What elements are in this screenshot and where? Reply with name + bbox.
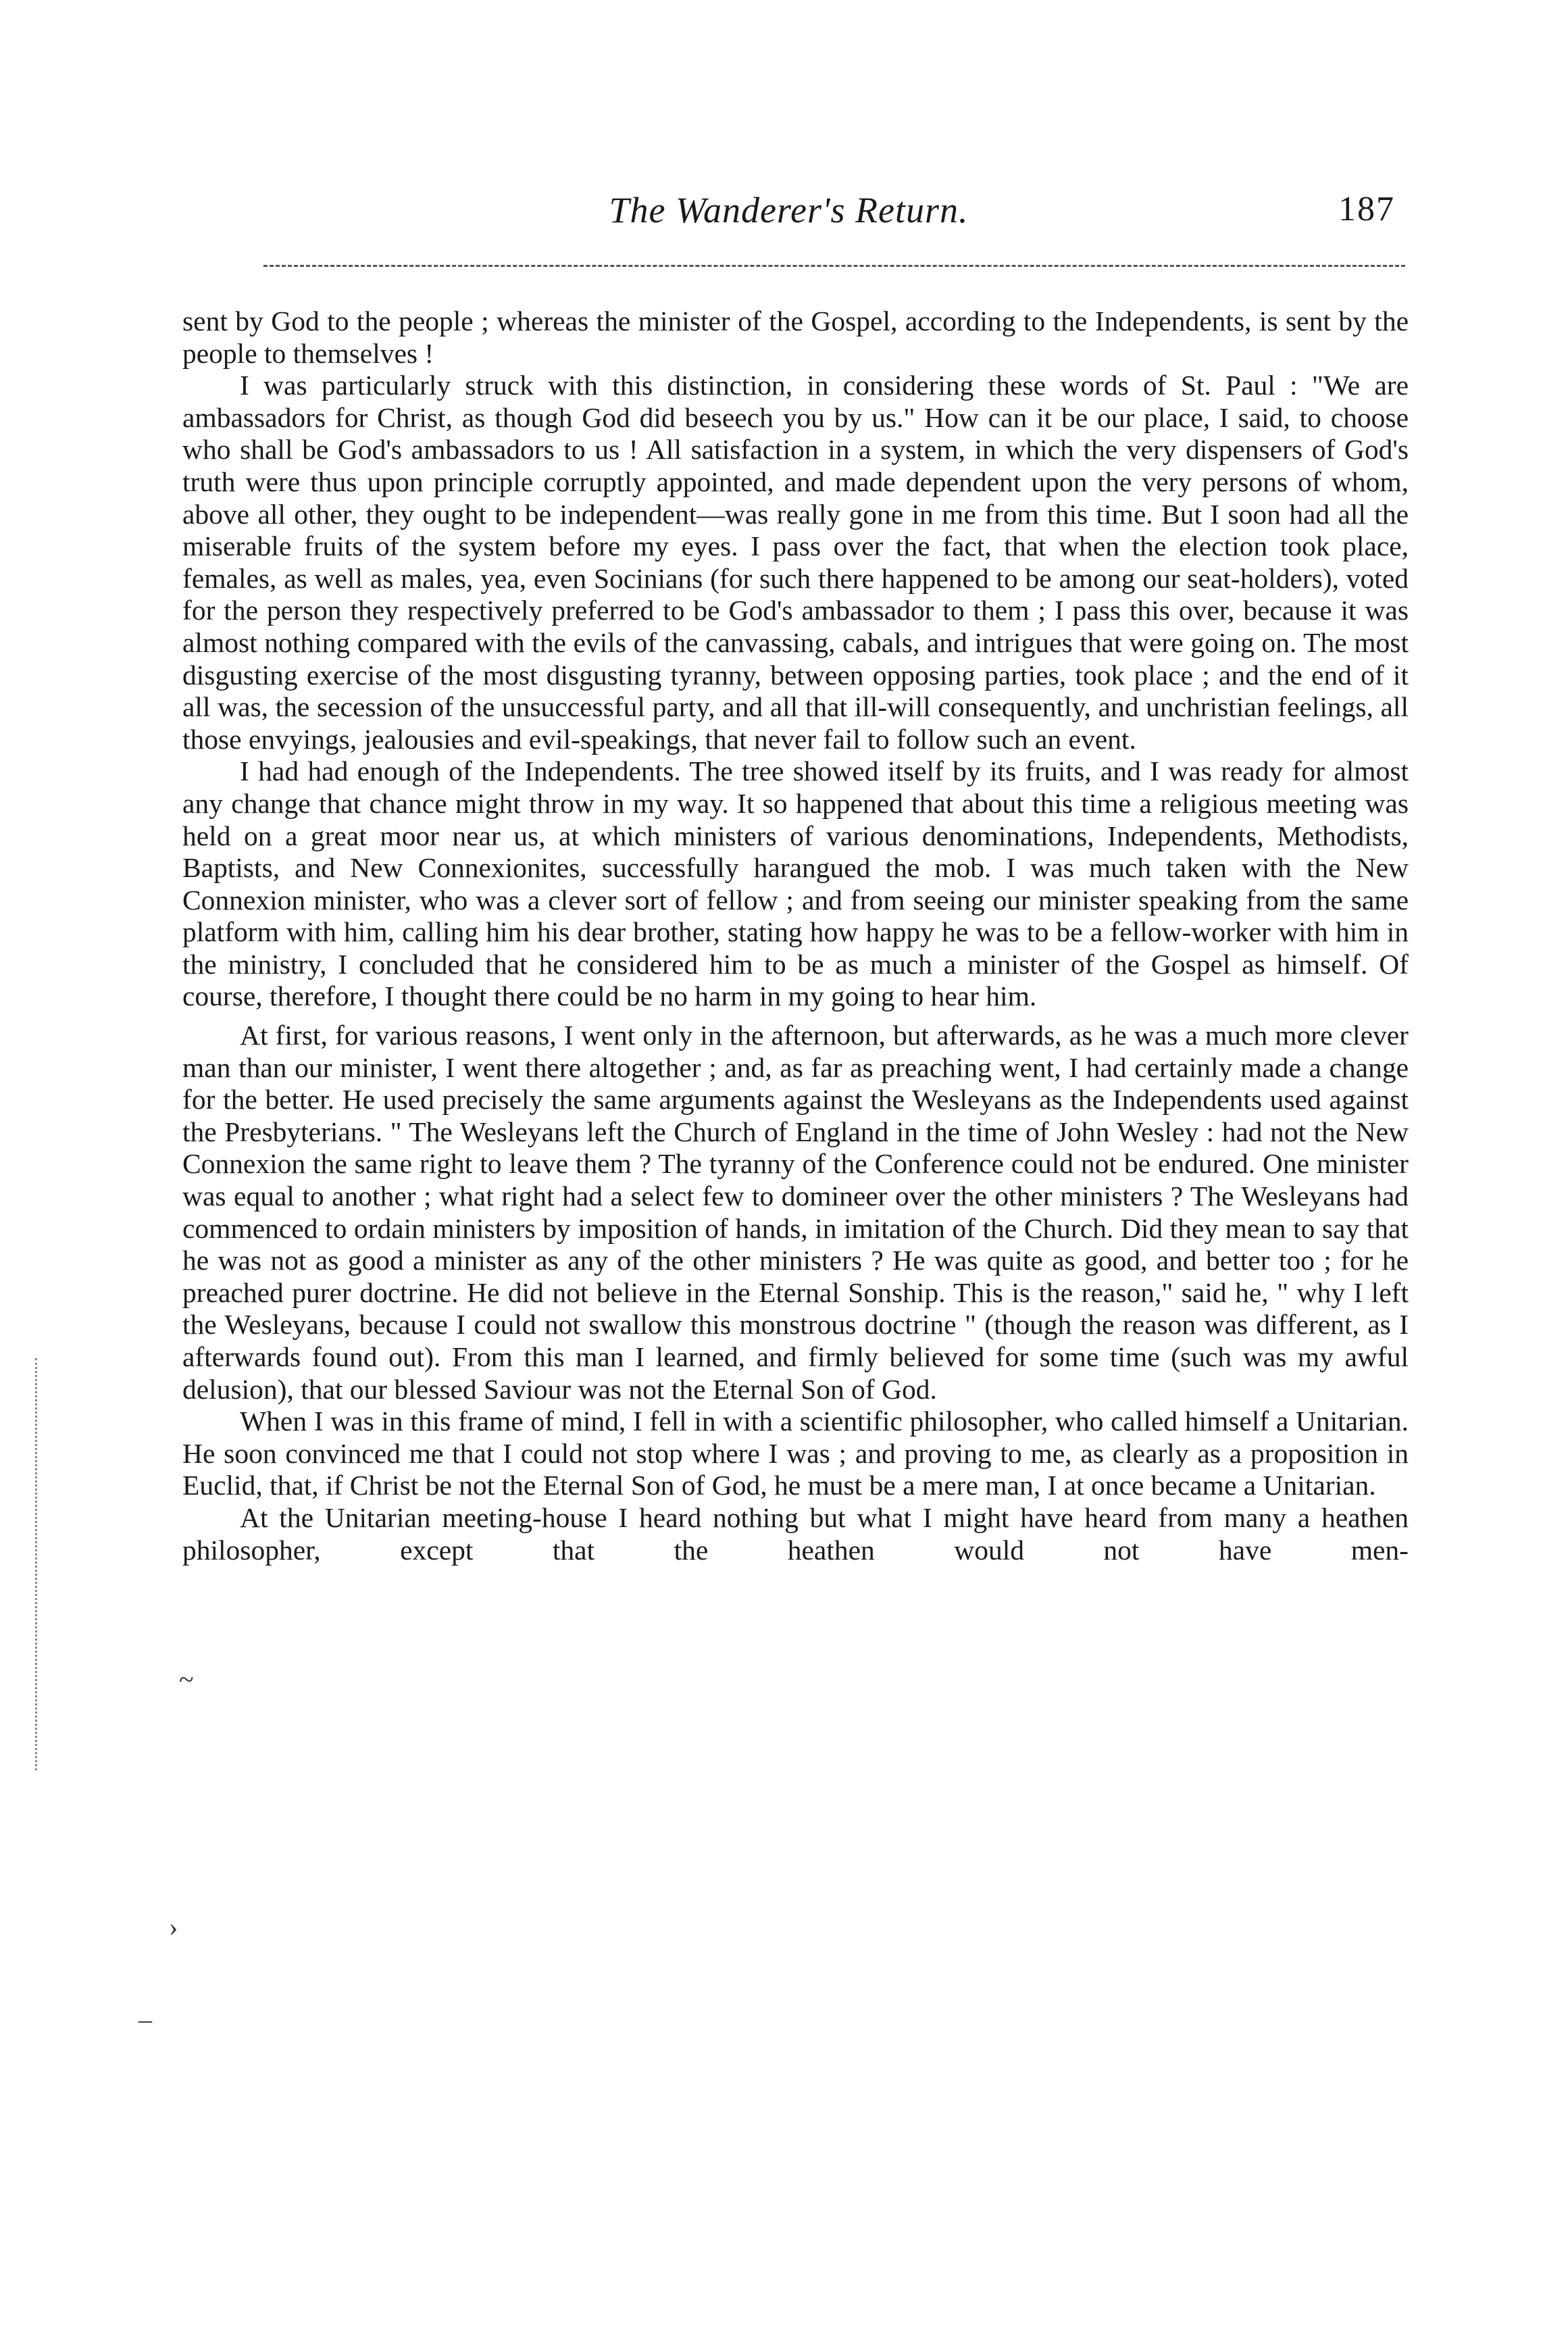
body-text [182,305,1409,1566]
page-number: 187 [1338,190,1395,228]
paragraph-continued: sent by God to the people ; whereas the minister of the Gospel, according to the Independents, is sent by the people to themselves ! [182,305,1409,369]
paragraph: I had had enough of the Independents. The tree showed itself by its fruits, and I was ready for almost any change that chance might throw in my way. It so happened that about this time a religious meeting was held on a great moor near us, at which ministers of various denominations, Independents, Methodists, Baptists, and New Connexionites, successfully harangued the mob. I was much taken with the New Connexion minister, who was a clever sort of fellow ; and from seeing our minister speaking from the same platform with him, calling him his dear brother, stating how happy he was to be a fellow-worker with him in the ministry, I concluded that he considered him to be as much a minister of the Gospel as himself. Of course, therefore, I thought there could be no harm in my going to hear him. [182,755,1409,1012]
margin-mark: – [138,2004,152,2035]
paragraph: At first, for various reasons, I went only in the afternoon, but afterwards, as he was a much more clever man than our minister, I went there altogether ; and, as far as preaching went, I had certainly made a change for the better. He used precisely the same arguments against the Wesleyans as the Independents used against the Presbyterians. " The Wesleyans left the Church of England in the time of John Wesley : had not the New Connexion the same right to leave them ? The tyranny of the Conference could not be endured. One minister was equal to another ; what right had a select few to domineer over the other ministers ? The Wesleyans had commenced to ordain ministers by imposition of hands, in imitation of the Church. Did they mean to say that he was not as good a minister as any of the other ministers ? He was quite as good, and better too ; for he preached purer doctrine. He did not believe in the Eternal Sonship. This is the reason," said he, " why I left the Wesleyans, because I could not swallow this monstrous doctrine " (though the reason was different, as I afterwards found out). From this man I learned, and firmly believed for some time (such was my awful delusion), that our blessed Saviour was not the Eternal Son of God. [182,1020,1409,1405]
paragraph-continues: At the Unitarian meeting-house I heard nothing but what I might have heard from many a heathen philosopher, except that the heathen would not have men- [182,1501,1409,1566]
paragraph: I was particularly struck with this distinction, in considering these words of St. Paul : "We are ambassadors for Christ, as though God did beseech you by us." How can it be our place, I said, to choose who shall be God's ambassadors to us ! All satisfaction in a system, in which the very dispensers of God's truth were thus upon principle corruptly appointed, and made dependent upon the very persons of whom, above all other, they ought to be independent—was really gone in me from this time. But I soon had all the miserable fruits of the system before my eyes. I pass over the fact, that when the election took place, females, as well as males, yea, even Socinians (for such there happened to be among our seat-holders), voted for the person they respectively preferred to be God's ambassador to them ; I pass this over, because it was almost nothing compared with the evils of the canvassing, cabals, and intrigues that were going on. The most disgusting exercise of the most disgusting tyranny, between opposing parties, took place ; and the end of it all was, the secession of the unsuccessful party, and all that ill-will consequently, and unchristian feelings, all those envyings, jealousies and evil-speakings, that never fail to follow such an event. [182,370,1409,755]
running-head [182,189,1395,243]
margin-mark: ~ [179,1664,194,1695]
running-title: The Wanderer's Return. [609,190,969,230]
margin-mark: › [169,1912,178,1942]
header-rule [263,265,1405,267]
margin-rule [35,1358,37,1770]
paragraph: When I was in this frame of mind, I fell in with a scientific philosopher, who called himself a Unitarian. He soon convinced me that I could not stop where I was ; and proving to me, as clearly as a proposition in Euclid, that, if Christ be not the Eternal Son of God, he must be a mere man, I at once became a Unitarian. [182,1405,1409,1501]
